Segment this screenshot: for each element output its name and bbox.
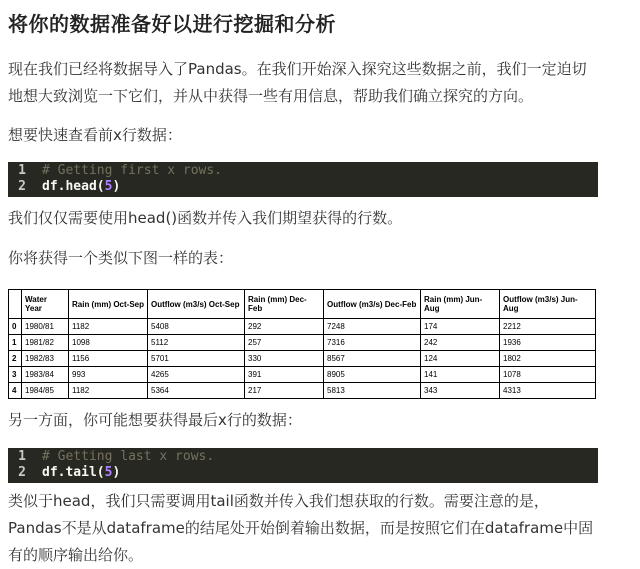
head-description: 我们仅仅需要使用head()函数并传入我们期望获得的行数。	[8, 209, 403, 227]
table-cell: 141	[421, 367, 500, 383]
column-header: Outflow (m3/s) Oct-Sep	[148, 290, 245, 319]
code-line-1	[8, 449, 598, 465]
column-header: Outflow (m3/s) Jun-Aug	[500, 290, 596, 319]
code-call-close: )	[112, 465, 121, 480]
table-cell: 391	[245, 367, 324, 383]
table-cell: 8905	[324, 367, 421, 383]
table-cell: 4313	[500, 383, 596, 399]
article-heading: 将你的数据准备好以进行挖掘和分析	[8, 12, 336, 36]
table-intro-text: 你将获得一个类似下图一样的表：	[8, 249, 234, 267]
table-cell: 1981/82	[22, 335, 69, 351]
table-cell: 7248	[324, 319, 421, 335]
table-cell: 257	[245, 335, 324, 351]
table-cell: 993	[69, 367, 148, 383]
intro-paragraph	[8, 56, 587, 110]
table-cell: 1983/84	[22, 367, 69, 383]
table-row	[9, 351, 596, 367]
row-index: 3	[9, 367, 22, 383]
table-cell: 1936	[500, 335, 596, 351]
line-number: 1	[18, 449, 26, 464]
index-header	[9, 290, 22, 319]
table-cell: 217	[245, 383, 324, 399]
table-cell: 8567	[324, 351, 421, 367]
dataframe-table	[8, 289, 596, 399]
column-header: Water Year	[22, 290, 69, 319]
table-cell: 7316	[324, 335, 421, 351]
line-number: 2	[18, 179, 26, 194]
table-cell: 5112	[148, 335, 245, 351]
row-index: 4	[9, 383, 22, 399]
code-argument: 5	[104, 179, 113, 194]
table-cell: 242	[421, 335, 500, 351]
code-block-tail[interactable]	[8, 448, 598, 483]
code-comment: # Getting first x rows.	[42, 163, 223, 178]
table-cell: 292	[245, 319, 324, 335]
table-cell: 2212	[500, 319, 596, 335]
tail-desc-line-2: Pandas不是从dataframe的结尾处开始倒着输出数据，而是按照它们在dataframe中固	[8, 519, 594, 537]
tail-intro-text: 另一方面，你可能想要获得最后x行的数据：	[8, 411, 302, 429]
line-number: 2	[18, 465, 26, 480]
row-index: 0	[9, 319, 22, 335]
intro-line-1: 现在我们已经将数据导入了Pandas。在我们开始深入探究这些数据之前，我们一定迫切	[8, 60, 587, 78]
code-call: df.tail(	[42, 465, 105, 480]
tail-description	[8, 488, 593, 569]
quick-view-text: 想要快速查看前x行数据：	[8, 126, 182, 144]
table-header-row	[9, 290, 596, 319]
table-cell: 1098	[69, 335, 148, 351]
table-cell: 1182	[69, 383, 148, 399]
table-cell: 4265	[148, 367, 245, 383]
table-cell: 1182	[69, 319, 148, 335]
table-cell: 5813	[324, 383, 421, 399]
table-cell: 124	[421, 351, 500, 367]
table-cell: 1984/85	[22, 383, 69, 399]
column-header: Rain (mm) Oct-Sep	[69, 290, 148, 319]
row-index: 1	[9, 335, 22, 351]
column-header: Rain (mm) Jun-Aug	[421, 290, 500, 319]
code-comment: # Getting last x rows.	[42, 449, 215, 464]
code-statement	[36, 179, 120, 195]
code-line-2	[8, 179, 598, 195]
table-cell: 1980/81	[22, 319, 69, 335]
code-line-1	[8, 163, 598, 179]
tail-desc-line-3: 有的顺序输出给你。	[8, 546, 144, 564]
table-row	[9, 335, 596, 351]
code-line-2	[8, 465, 598, 481]
row-index: 2	[9, 351, 22, 367]
table-cell: 1982/83	[22, 351, 69, 367]
table-cell: 5408	[148, 319, 245, 335]
table-cell: 5364	[148, 383, 245, 399]
tail-desc-line-1: 类似于head，我们只需要调用tail函数并传入我们想获取的行数。需要注意的是，	[8, 492, 549, 510]
table-cell: 330	[245, 351, 324, 367]
intro-line-2: 地想大致浏览一下它们，并从中获得一些有用信息，帮助我们确立探究的方向。	[8, 87, 534, 105]
code-block-head[interactable]	[8, 162, 598, 197]
table-cell: 5701	[148, 351, 245, 367]
code-statement	[36, 465, 120, 481]
code-argument: 5	[104, 465, 113, 480]
table-cell: 1156	[69, 351, 148, 367]
column-header: Rain (mm) Dec-Feb	[245, 290, 324, 319]
table-row	[9, 367, 596, 383]
code-call-close: )	[112, 179, 121, 194]
line-number: 1	[18, 163, 26, 178]
table-cell: 174	[421, 319, 500, 335]
table-cell: 343	[421, 383, 500, 399]
table-row	[9, 383, 596, 399]
table-row	[9, 319, 596, 335]
code-call: df.head(	[42, 179, 105, 194]
table-cell: 1802	[500, 351, 596, 367]
table-cell: 1078	[500, 367, 596, 383]
column-header: Outflow (m3/s) Dec-Feb	[324, 290, 421, 319]
